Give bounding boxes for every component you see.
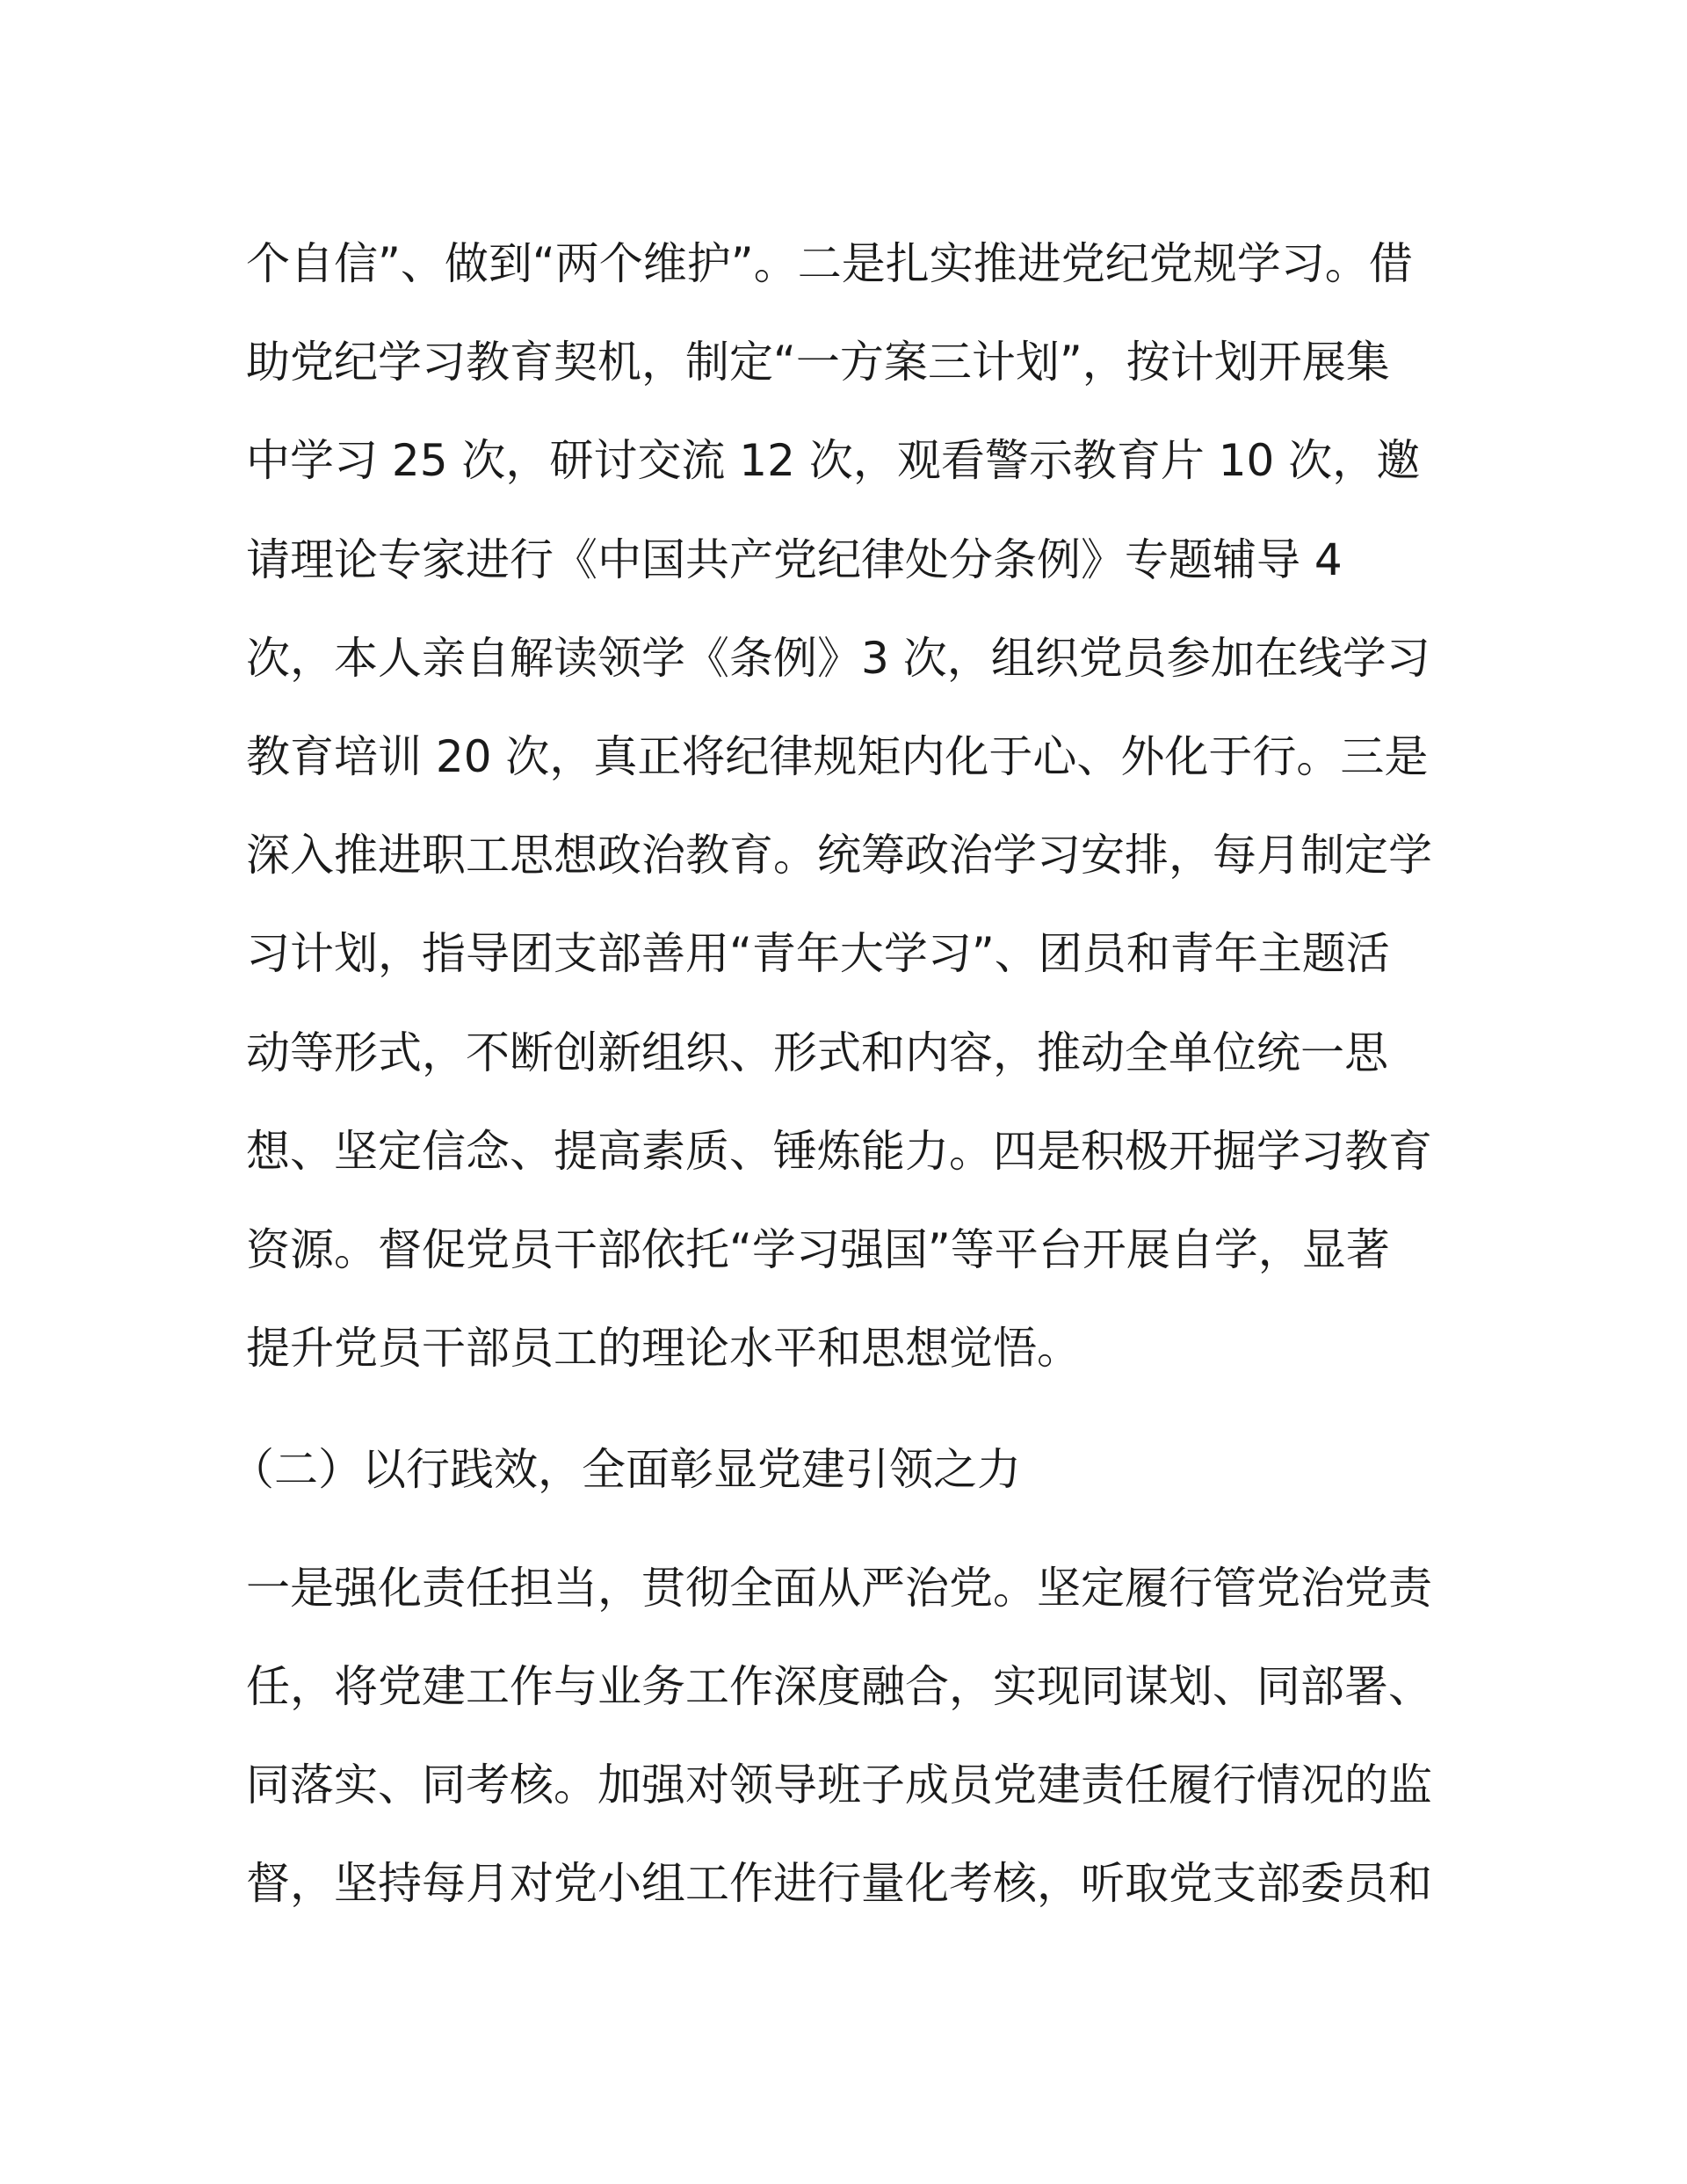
text-line: 动等形式，不断创新组织、形式和内容，推动全单位统一思 xyxy=(246,1027,1388,1078)
text-line: 提升党员干部员工的理论水平和思想觉悟。 xyxy=(246,1323,1081,1374)
text-line: 一是强化责任担当，贯彻全面从严治党。坚定履行管党治党责 xyxy=(246,1563,1432,1614)
text-line: 习计划，指导团支部善用“青年大学习”、团员和青年主题活 xyxy=(246,928,1390,979)
text-line: 深入推进职工思想政治教育。统筹政治学习安排，每月制定学 xyxy=(246,830,1432,881)
text-line: 想、坚定信念、提高素质、锤炼能力。四是积极开掘学习教育 xyxy=(246,1126,1432,1177)
text-line: 请理论专家进行《中国共产党纪律处分条例》专题辅导 4 xyxy=(246,534,1343,585)
text-line: 个自信”、做到“两个维护”。二是扎实推进党纪党规学习。借 xyxy=(246,238,1413,289)
section-heading: （二）以行践效，全面彰显党建引领之力 xyxy=(230,1444,1021,1495)
text-line: 资源。督促党员干部依托“学习强国”等平台开展自学，显著 xyxy=(246,1224,1390,1275)
text-line: 中学习 25 次，研讨交流 12 次，观看警示教育片 10 次，邀 xyxy=(246,435,1421,486)
text-line: 督，坚持每月对党小组工作进行量化考核，听取党支部委员和 xyxy=(246,1858,1432,1909)
text-line: 教育培训 20 次，真正将纪律规矩内化于心、外化于行。三是 xyxy=(246,731,1429,782)
text-line: 同落实、同考核。加强对领导班子成员党建责任履行情况的监 xyxy=(246,1760,1432,1810)
text-line: 任，将党建工作与业务工作深度融合，实现同谋划、同部署、 xyxy=(246,1661,1432,1712)
text-line: 次，本人亲自解读领学《条例》3 次，组织党员参加在线学习 xyxy=(246,633,1430,684)
text-line: 助党纪学习教育契机，制定“一方案三计划”，按计划开展集 xyxy=(246,337,1390,388)
